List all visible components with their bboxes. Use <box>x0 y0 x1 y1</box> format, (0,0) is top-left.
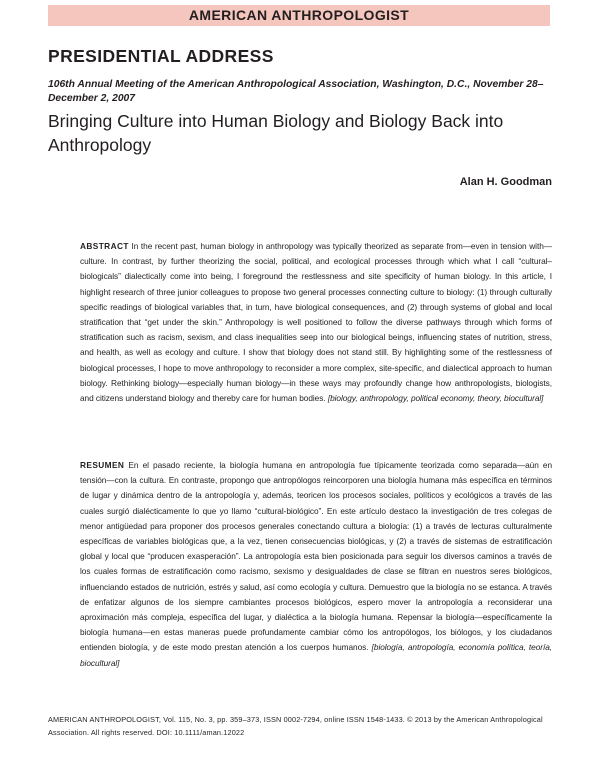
resumen-label: RESUMEN <box>80 460 125 470</box>
journal-footer: AMERICAN ANTHROPOLOGIST, Vol. 115, No. 3, pp. 359–373, ISSN 0002-7294, online ISSN 1548-1433. © 2013 by the American Anthropological Association. All rights reserved. DOI: 10.1111/aman.12022 <box>48 715 543 737</box>
resumen-text: En el pasado reciente, la biología humana en antropología fue típicamente teorizada como separada—aún en tensión—con la cultura. En contraste, propongo que antropólogos reincorporen una biología humana más específica en términos de lugar y dinámica dentro de la antropología y, además, teoricen los procesos sociales, políticos y ecológicos a través de las cuales surgió dialécticamente lo que yo llamo “cultural-biológico”. En este artículo destaco la investigación de tres colegas de menor antigüedad para proponer dos procesos generales conectando cultura a biología: (1) a través de lecturas culturalmente específicas de variables biológicas que, a la vez, tienen consecuencias biológicas, y (2) a través de sistemas de estratificación global y local que “producen exasperación”. La antropología esta bien posicionada para seguir los diversos caminos a través de los cuales formas de estratificación como racismo, sexismo y desigualdades de clase se filtran en nuestros seres biológicos, influenciando estados de nutrición, estrés y salud, así como ecología y cultura. Demuestro que la biología no se estanca. A través de enfatizar algunos de los siempre cambiantes procesos biológicos, espero mover la antropología a reconsiderar una aproximación más compleja, específica del lugar, y dialéctica a la biología humana. Repensar la biología—específicamente la biología humana—en estas maneras puede profundamente cambiar cómo los antropólogos, los biólogos, y los ciudadanos entienden biología, y de este modo prestan atención a los cuerpos humanos. <box>80 460 552 653</box>
resumen <box>80 458 552 671</box>
author-name: Alan H. Goodman <box>459 176 552 188</box>
article-title: Bringing Culture into Human Biology and Biology Back into Anthropology <box>48 111 504 155</box>
meeting-info: 106th Annual Meeting of the American Anthropological Association, Washington, D.C., November 28–December 2, 2007 <box>48 79 544 104</box>
resumen-keywords: [biología, antropología, economía política, teoría, biocultural] <box>80 642 553 668</box>
abstract-keywords: [biology, anthropology, political economy, theory, biocultural] <box>327 393 544 404</box>
abstract-text: In the recent past, human biology in anthropology was typically theorized as separate from—even in tension with—culture. In contrast, by further theorizing the social, political, and ecological processes through which what I call “cultural–biologicals” dialectically come into being, I foreground the restlessness and site specificity of human biology. In this article, I highlight research of three junior colleagues to propose two general processes connecting culture to biology: (1) through culturally specific readings of biological variables that, in turn, have biological consequences, and (2) through systems of global and local stratification that “get under the skin.” Anthropology is well positioned to follow the diverse pathways through which forms of stratification such as racism, sexism, and class inequalities seep into our biological beings, influencing states of nutrition, stress, and health, as well as ecology and culture. I show that biology does not stand still. By highlighting some of the restlessness of biological processes, I hope to move anthropology to reconsider a more complex, site-specific, and dialectical approach to human biology. Rethinking biology—especially human biology—in these ways may profoundly change how anthropologists, biologists, and citizens understand biology and thereby care for human bodies. <box>80 241 552 404</box>
journal-banner: AMERICAN ANTHROPOLOGIST <box>48 5 550 26</box>
abstract-label: ABSTRACT <box>80 241 129 251</box>
abstract <box>80 239 552 406</box>
section-title: PRESIDENTIAL ADDRESS <box>48 46 274 66</box>
